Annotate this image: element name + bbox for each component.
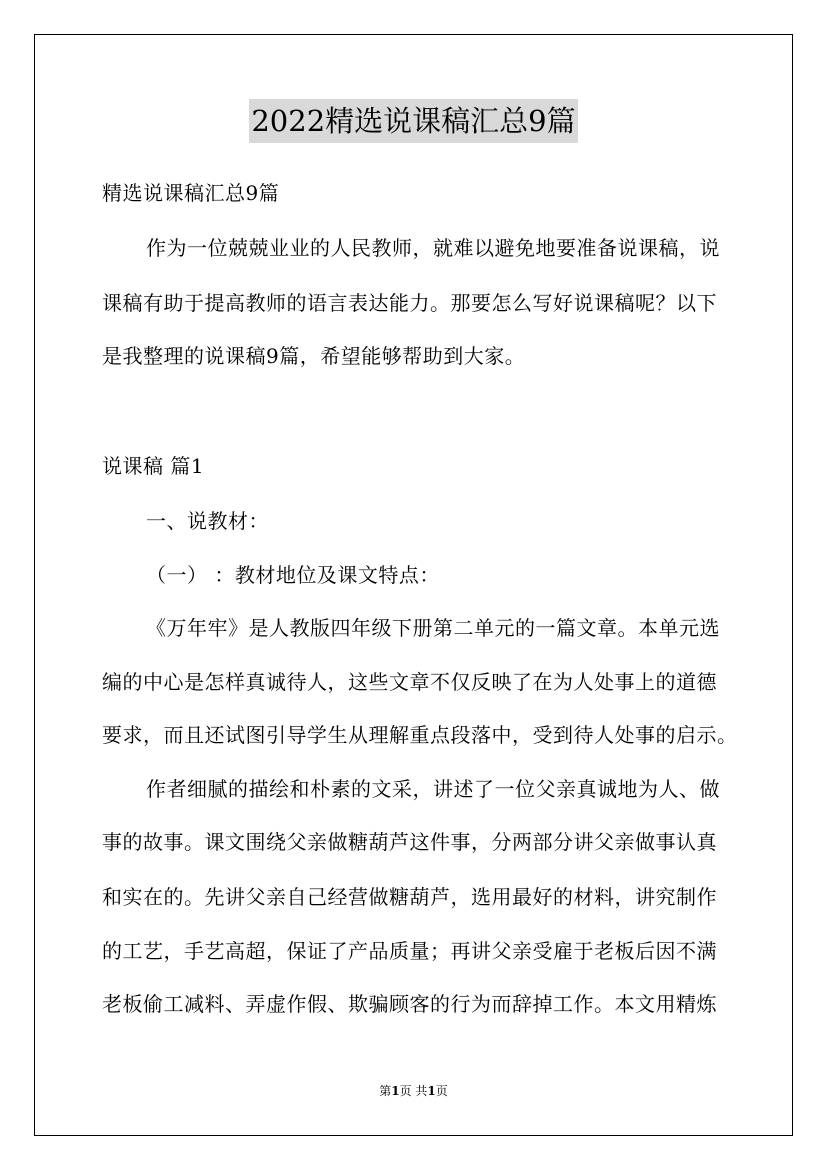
footer-page-number: 1: [391, 1084, 400, 1098]
para2-line-5: 老板偷工减料、弄虚作假、欺骗顾客的行为而辞掉工作。本文用精炼: [102, 992, 717, 1016]
page-footer: [0, 1083, 827, 1099]
item-subheading: （一） ：教材地位及课文特点：: [146, 563, 440, 587]
para1-line-2: 编的中心是怎样真诚待人，这些文章不仅反映了在为人处事上的道德: [102, 670, 717, 694]
para2-line-3: 和实在的。先讲父亲自己经营做糖葫芦，选用最好的材料，讲究制作: [102, 885, 717, 909]
para2-line-1: 作者细腻的描绘和朴素的文采，讲述了一位父亲真诚地为人、做: [146, 777, 720, 801]
para1-line-3: 要求，而且还试图引导学生从理解重点段落中，受到待人处事的启示。: [102, 723, 738, 747]
footer-total-pages: 1: [427, 1084, 436, 1098]
para1-line-1: 《万年牢》是人教版四年级下册第二单元的一篇文章。本单元选: [146, 616, 720, 640]
document-title: 2022精选说课稿汇总9篇: [249, 99, 577, 143]
intro-line-3: 是我整理的说课稿9篇，希望能够帮助到大家。: [102, 344, 526, 368]
title-container: [0, 99, 827, 143]
footer-prefix: 第: [379, 1084, 392, 1098]
item-heading: 一、说教材：: [146, 509, 269, 533]
footer-suffix: 页: [435, 1084, 448, 1098]
intro-line-1: 作为一位兢兢业业的人民教师，就难以避免地要准备说课稿，说: [146, 236, 720, 260]
footer-mid: 页 共: [399, 1084, 428, 1098]
intro-line-2: 课稿有助于提高教师的语言表达能力。那要怎么写好说课稿呢？以下: [102, 291, 717, 315]
section-heading: 说课稿 篇1: [102, 454, 205, 478]
para2-line-4: 的工艺，手艺高超，保证了产品质量；再讲父亲受雇于老板后因不满: [102, 939, 717, 963]
para2-line-2: 事的故事。课文围绕父亲做糖葫芦这件事，分两部分讲父亲做事认真: [102, 830, 717, 854]
subtitle: 精选说课稿汇总9篇: [102, 181, 280, 205]
